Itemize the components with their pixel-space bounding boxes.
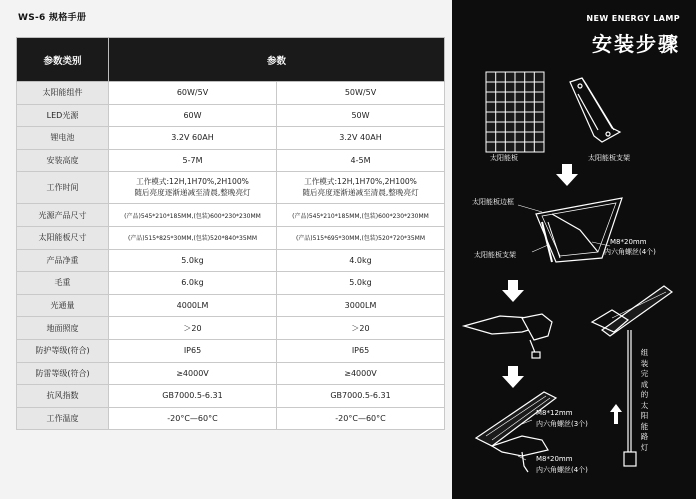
table-row xyxy=(17,294,445,317)
row-value-2-line-1: 工作模式:12H,1H70%,2H100% xyxy=(304,177,417,187)
row-label: LED光源 xyxy=(17,104,109,127)
row-label: 太阳能组件 xyxy=(17,82,109,105)
solar-panel-icon xyxy=(486,72,544,152)
row-label: 光源产品尺寸 xyxy=(17,204,109,227)
row-label: 工作温度 xyxy=(17,407,109,430)
row-value-2 xyxy=(277,172,445,204)
arrow-up-icon xyxy=(610,404,622,424)
row-value-2: 50W/5V xyxy=(277,82,445,105)
table-row xyxy=(17,82,445,105)
table-row xyxy=(17,362,445,385)
row-label: 产品净重 xyxy=(17,249,109,272)
row-value-2: 3000LM xyxy=(277,294,445,317)
row-value-1: IP65 xyxy=(109,339,277,362)
row-value-2: GB7000.5-6.31 xyxy=(277,385,445,408)
row-value-1: (产品)515*825*30MM,(包装)520*840*35MM xyxy=(109,226,277,249)
bracket-leader-line xyxy=(532,245,548,252)
label-panel-bracket: 太阳能板支架 xyxy=(588,154,630,162)
row-value-1 xyxy=(109,172,277,204)
row-value-2: IP65 xyxy=(277,339,445,362)
row-value-2: 50W xyxy=(277,104,445,127)
row-value-1: (产品)545*210*185MM,(包装)600*230*230MM xyxy=(109,204,277,227)
table-row xyxy=(17,149,445,172)
label-bracket-2: 太阳能板支架 xyxy=(474,251,516,259)
table-row xyxy=(17,127,445,150)
header-category: 参数类别 xyxy=(17,38,109,82)
row-value-1-line-2: 随后亮度逐渐递减至清晨,整晚亮灯 xyxy=(134,187,251,197)
row-label: 光通量 xyxy=(17,294,109,317)
install-panel xyxy=(452,0,696,499)
row-label: 防雷等级(符合) xyxy=(17,362,109,385)
panel-bracket-icon xyxy=(570,78,620,142)
row-label: 抗风指数 xyxy=(17,385,109,408)
table-header-row xyxy=(17,38,445,82)
row-label: 太阳能板尺寸 xyxy=(17,226,109,249)
row-value-2: -20°C—60°C xyxy=(277,407,445,430)
label-screw-2b: 内六角螺丝(3个) xyxy=(536,420,588,428)
row-value-2: ＞20 xyxy=(277,317,445,340)
table-row xyxy=(17,317,445,340)
row-value-2-line-2: 随后亮度逐渐递减至清晨,整晚亮灯 xyxy=(302,187,419,197)
table-row xyxy=(17,407,445,430)
row-value-1: 4000LM xyxy=(109,294,277,317)
row-label: 锂电池 xyxy=(17,127,109,150)
row-value-2: 4-5M xyxy=(277,149,445,172)
label-screw-3b: 内六角螺丝(4个) xyxy=(536,466,588,474)
row-value-1: GB7000.5-6.31 xyxy=(109,385,277,408)
install-title-cn: 安装步骤 xyxy=(592,32,680,56)
table-row xyxy=(17,104,445,127)
row-value-2: (产品)545*210*185MM,(包装)600*230*230MM xyxy=(277,204,445,227)
table-row xyxy=(17,385,445,408)
row-label: 防护等级(符合) xyxy=(17,339,109,362)
row-label: 工作时间 xyxy=(17,172,109,204)
table-row xyxy=(17,249,445,272)
install-title-en: NEW ENERGY LAMP xyxy=(586,14,680,23)
assembled-lamp-icon xyxy=(592,286,672,466)
row-value-1: 5-7M xyxy=(109,149,277,172)
row-value-2: 5.0kg xyxy=(277,272,445,295)
row-value-1: -20°C—60°C xyxy=(109,407,277,430)
label-screw-1a: M8*20mm xyxy=(610,238,647,246)
header-params: 参数 xyxy=(109,38,445,82)
table-row xyxy=(17,226,445,249)
row-label: 安装高度 xyxy=(17,149,109,172)
arrow-down-icon xyxy=(502,280,524,302)
row-value-1: ＞20 xyxy=(109,317,277,340)
row-label: 毛重 xyxy=(17,272,109,295)
table-row xyxy=(17,172,445,204)
table-row xyxy=(17,339,445,362)
row-value-1: 6.0kg xyxy=(109,272,277,295)
label-screw-1b: 内六角螺丝(4个) xyxy=(604,248,656,256)
label-solar-panel: 太阳能板 xyxy=(490,154,518,162)
row-value-1: ≥4000V xyxy=(109,362,277,385)
label-screw-3a: M8*20mm xyxy=(536,455,573,463)
row-value-2: ≥4000V xyxy=(277,362,445,385)
lamp-head-icon xyxy=(464,314,552,358)
row-value-1: 60W xyxy=(109,104,277,127)
row-value-1: 3.2V 60AH xyxy=(109,127,277,150)
arrow-down-icon xyxy=(502,366,524,388)
frame-leader-line xyxy=(518,205,542,212)
label-panel-frame: 太阳能板边框 xyxy=(472,198,514,206)
row-value-1-line-1: 工作模式:12H,1H70%,2H100% xyxy=(136,177,249,187)
row-value-1: 5.0kg xyxy=(109,249,277,272)
row-value-2: (产品)515*695*30MM,(包装)520*720*35MM xyxy=(277,226,445,249)
table-row xyxy=(17,272,445,295)
label-assembled: 组装完成的太阳能路灯 xyxy=(640,348,649,452)
row-label: 地面照度 xyxy=(17,317,109,340)
label-screw-2a: M8*12mm xyxy=(536,409,573,417)
spec-table xyxy=(16,37,445,430)
arrow-down-icon xyxy=(556,164,578,186)
table-row xyxy=(17,204,445,227)
row-value-1: 60W/5V xyxy=(109,82,277,105)
doc-title: WS-6 规格手册 xyxy=(18,13,87,23)
row-value-2: 3.2V 40AH xyxy=(277,127,445,150)
row-value-2: 4.0kg xyxy=(277,249,445,272)
